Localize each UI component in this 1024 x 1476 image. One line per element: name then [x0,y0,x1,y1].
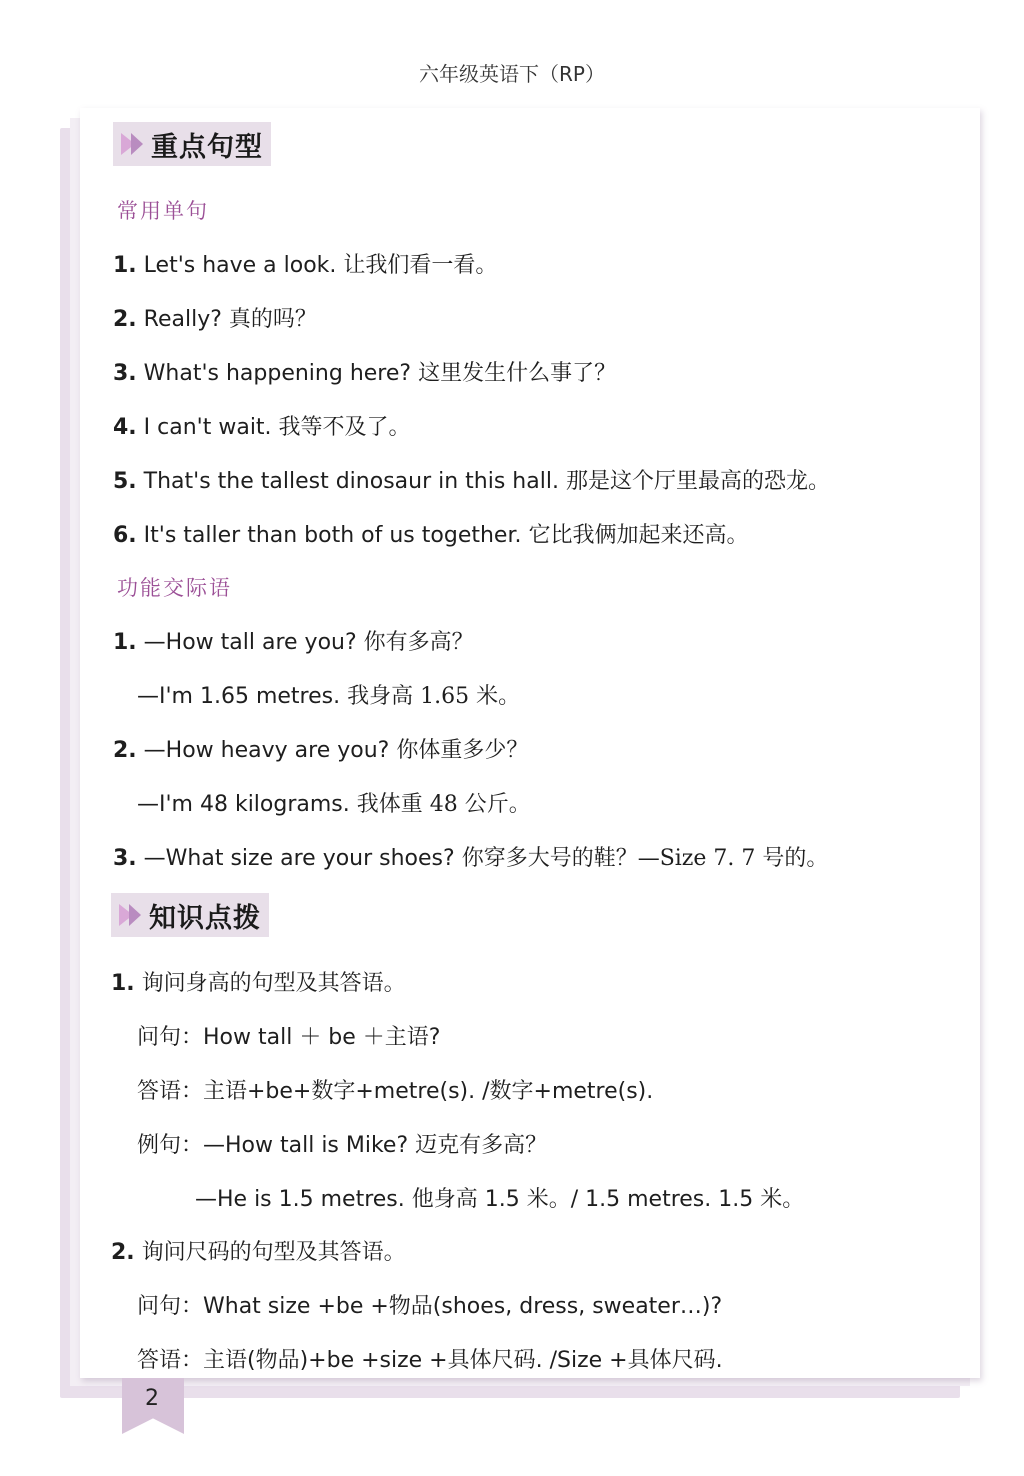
section-title: 知识点拨 [149,902,261,934]
subheading-functional: 功能交际语 [117,576,232,600]
knowledge-point-2: 2. 询问尺码的句型及其答语。 [111,1240,406,1265]
sentence-3: 3. What's happening here? 这里发生什么事了？ [113,361,617,386]
sentence-6: 6. It's taller than both of us together. 它比我俩加起来还高。 [113,523,749,548]
knowledge-question-1: 问句：How tall ＋ be ＋主语? [137,1025,441,1050]
knowledge-point-1: 1. 询问身高的句型及其答语。 [111,971,406,996]
knowledge-example-1-answer: —He is 1.5 metres. 他身高 1.5 米。/ 1.5 metres. 1.5 米。 [195,1187,805,1212]
sentence-1: 1. Let's have a look. 让我们看一看。 [113,253,498,278]
sentence-4: 4. I can't wait. 我等不及了。 [113,415,411,440]
arrow-icon [129,904,141,926]
knowledge-answer-1: 答语：主语+be+数字+metre(s). /数字+metre(s). [137,1079,654,1104]
subheading-common-sentences: 常用单句 [117,199,209,223]
section-title: 重点句型 [151,131,263,163]
arrow-icon [131,133,143,155]
dialog-3: 3. —What size are your shoes? 你穿多大号的鞋？—Size 7. 7 号的。 [113,846,829,871]
sentence-5: 5. That's the tallest dinosaur in this hall. 那是这个厅里最高的恐龙。 [113,469,830,494]
dialog-1-question: 1. —How tall are you? 你有多高？ [113,630,474,655]
dialog-2-question: 2. —How heavy are you? 你体重多少？ [113,738,529,763]
knowledge-answer-2: 答语：主语(物品)+be +size +具体尺码. /Size +具体尺码. [137,1348,723,1373]
dialog-1-answer: —I'm 1.65 metres. 我身高 1.65 米。 [137,684,521,709]
sentence-2: 2. Really? 真的吗？ [113,307,317,332]
section-knowledge [111,893,269,937]
knowledge-example-1: 例句：—How tall is Mike? 迈克有多高？ [137,1133,548,1158]
knowledge-question-2: 问句：What size +be +物品(shoes, dress, sweater…)? [137,1294,723,1319]
dialog-2-answer: —I'm 48 kilograms. 我体重 48 公斤。 [137,792,531,817]
section-key-sentences [113,122,271,166]
page-header: 六年级英语下（RP） [419,62,605,86]
page-number: 2 [145,1386,159,1411]
